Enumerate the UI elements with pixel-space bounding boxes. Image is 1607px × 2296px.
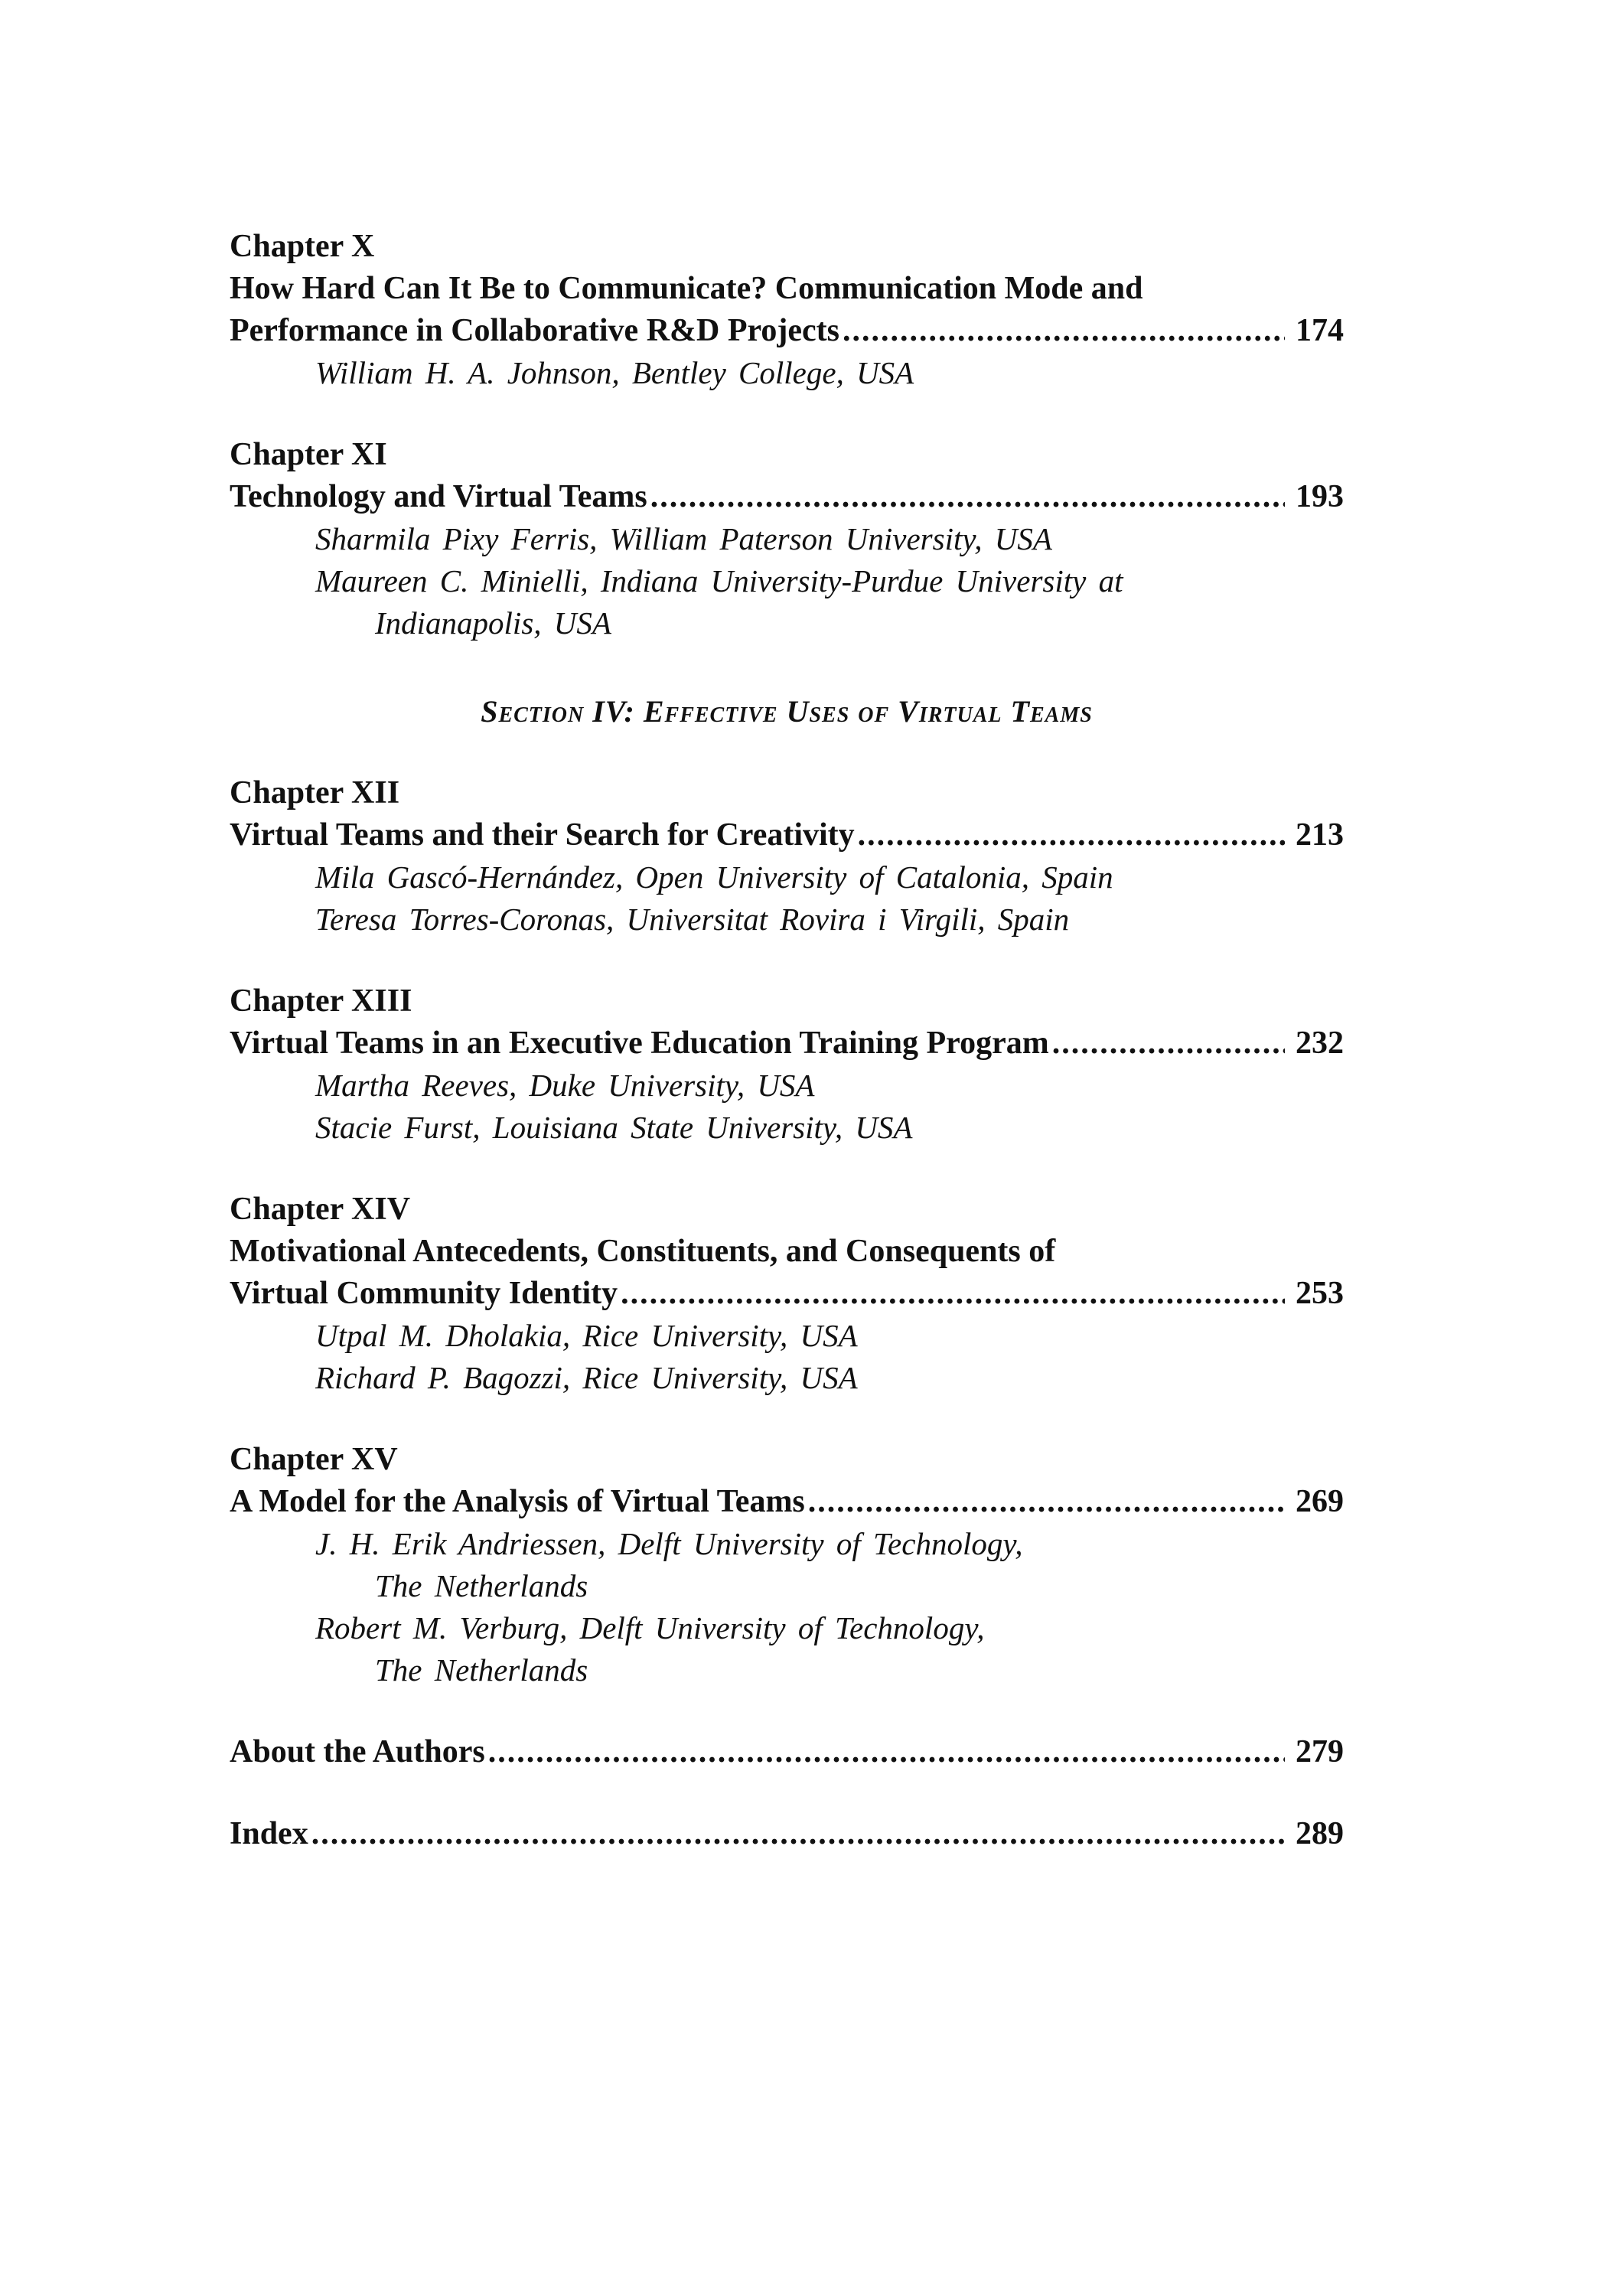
back-matter-title-with-page xyxy=(230,1813,1344,1855)
author-line: Robert M. Verburg, Delft University of Technology, xyxy=(315,1610,985,1645)
back-matter-title-with-page xyxy=(230,1731,1344,1773)
dot-leader xyxy=(488,1731,1285,1773)
page-number: 279 xyxy=(1296,1734,1344,1769)
chapter-title-with-page xyxy=(230,1273,1344,1315)
chapter-title-line-2: Performance in Collaborative R&D Projects xyxy=(230,313,839,348)
toc-entry-chapter-xiv xyxy=(230,1189,1344,1399)
chapter-title: A Model for the Analysis of Virtual Teams xyxy=(230,1484,805,1519)
dot-leader xyxy=(621,1273,1285,1315)
page-number: 213 xyxy=(1296,817,1344,853)
author-line-continuation: The Netherlands xyxy=(375,1568,588,1603)
chapter-title-line-2: Virtual Community Identity xyxy=(230,1276,618,1311)
toc-entry-chapter-xi xyxy=(230,434,1344,644)
dot-leader xyxy=(311,1813,1285,1855)
author-line: Utpal M. Dholakia, Rice University, USA xyxy=(315,1318,858,1353)
chapter-label: Chapter XV xyxy=(230,1442,398,1477)
section-heading: Section IV: Effective Uses of Virtual Teams xyxy=(481,694,1093,729)
chapter-title-with-page xyxy=(230,1022,1344,1065)
page-number: 269 xyxy=(1296,1484,1344,1519)
chapter-label: Chapter XIV xyxy=(230,1192,411,1227)
page-number: 289 xyxy=(1296,1816,1344,1851)
page-number: 253 xyxy=(1296,1276,1344,1311)
dot-leader xyxy=(650,476,1285,518)
chapter-title-with-page xyxy=(230,476,1344,518)
author-line: Martha Reeves, Duke University, USA xyxy=(315,1068,815,1103)
chapter-title-line-1: How Hard Can It Be to Communicate? Communication Mode and xyxy=(230,271,1143,306)
dot-leader xyxy=(858,814,1285,856)
page-number: 232 xyxy=(1296,1026,1344,1061)
author-line-continuation: The Netherlands xyxy=(375,1652,588,1688)
toc-entry-chapter-xv xyxy=(230,1439,1344,1691)
author-line: Stacie Furst, Louisiana State University, USA xyxy=(315,1110,913,1145)
table-of-contents xyxy=(230,226,1344,1895)
toc-entry-chapter-xiii xyxy=(230,980,1344,1149)
page-number: 193 xyxy=(1296,479,1344,514)
toc-entry-about-the-authors xyxy=(230,1731,1344,1773)
author-line: Sharmila Pixy Ferris, William Paterson University, USA xyxy=(315,521,1052,556)
author-line: Mila Gascó-Hernández, Open University of Catalonia, Spain xyxy=(315,859,1113,895)
toc-entry-chapter-xii xyxy=(230,772,1344,941)
author-line-continuation: Indianapolis, USA xyxy=(375,605,611,641)
author-line: Teresa Torres-Coronas, Universitat Rovira i Virgili, Spain xyxy=(315,902,1070,937)
chapter-label: Chapter XII xyxy=(230,775,400,810)
chapter-title: Virtual Teams in an Executive Education Training Program xyxy=(230,1026,1049,1061)
chapter-label: Chapter XIII xyxy=(230,983,412,1019)
back-matter-title: About the Authors xyxy=(230,1734,485,1769)
dot-leader xyxy=(808,1481,1285,1523)
chapter-label: Chapter X xyxy=(230,229,375,264)
toc-entry-chapter-x xyxy=(230,226,1344,394)
chapter-title-with-page xyxy=(230,814,1344,856)
chapter-title-line-1: Motivational Antecedents, Constituents, and Consequents of xyxy=(230,1234,1056,1269)
page-number: 174 xyxy=(1296,313,1344,348)
chapter-title-with-page xyxy=(230,1481,1344,1523)
toc-entry-index xyxy=(230,1813,1344,1855)
author-line: J. H. Erik Andriessen, Delft University of Technology, xyxy=(315,1526,1023,1561)
author-line: Maureen C. Minielli, Indiana University-Purdue University at xyxy=(315,563,1123,598)
dot-leader xyxy=(843,310,1285,352)
chapter-title: Virtual Teams and their Search for Creativity xyxy=(230,817,855,853)
author-line: William H. A. Johnson, Bentley College, USA xyxy=(315,355,914,390)
back-matter-title: Index xyxy=(230,1816,308,1851)
chapter-label: Chapter XI xyxy=(230,437,387,472)
dot-leader xyxy=(1052,1022,1285,1065)
chapter-title-with-page xyxy=(230,310,1344,352)
chapter-title: Technology and Virtual Teams xyxy=(230,479,647,514)
author-line: Richard P. Bagozzi, Rice University, USA xyxy=(315,1360,858,1395)
